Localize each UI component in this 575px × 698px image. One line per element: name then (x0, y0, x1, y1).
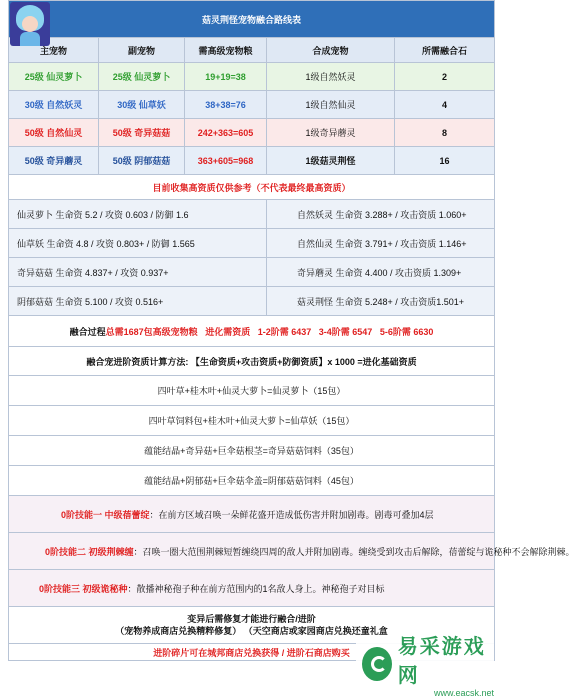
avatar-face (22, 16, 38, 32)
skill (9, 570, 495, 607)
skill-row (9, 570, 495, 607)
result-pet: 1级自然妖灵 (267, 63, 395, 91)
fusion-table (8, 0, 575, 661)
watermark-text (398, 630, 494, 698)
main-pet: 25级 仙灵萝卜 (9, 63, 99, 91)
skill-desc: ：召唤一圈大范围荆棘短暂缠绕四周的敌人并附加剧毒。缠绕受到攻击后解除，蓓蕾绽与诡秘种不会解除荆棘。 (133, 546, 575, 557)
formula: 融合宠进阶资质计算方法: 【生命资质+攻击资质+防御资质】x 1000 =进化基础资质 (9, 347, 495, 376)
page-title: 菇灵荆怪宠物融合路线表 (9, 1, 495, 38)
main-pet: 30级 自然妖灵 (9, 91, 99, 119)
stat-row (9, 200, 495, 229)
recipe: 蕴能结晶+奇异菇+巨伞菇根茎=奇异菇菇饲料（35包） (9, 436, 495, 466)
col-header-result: 合成宠物 (267, 38, 395, 63)
pet-avatar-image (10, 2, 50, 46)
stat-left: 阴郁菇菇 生命资 5.100 / 攻资 0.516+ (9, 287, 267, 316)
header-row (9, 38, 495, 63)
aptitude-note-row (9, 175, 495, 200)
table-row (9, 63, 495, 91)
food: 242+363=605 (185, 119, 267, 147)
fusion-process-s2: 3-4阶需 6547 (318, 326, 373, 337)
skill-row (9, 533, 495, 570)
fusion-process-evolve: 进化需资质 (205, 326, 251, 337)
result-pet: 1级奇异蘑灵 (267, 119, 395, 147)
result-pet: 1级菇灵荆怪 (267, 147, 395, 175)
food: 19+19=38 (185, 63, 267, 91)
food: 363+605=968 (185, 147, 267, 175)
fusion-process (9, 316, 495, 347)
site-logo-icon (362, 647, 392, 681)
col-header-main: 主宠物 (9, 38, 99, 63)
watermark-url: www.eacsk.net (433, 688, 494, 698)
skill-name: 0阶技能三 初级诡秘种 (39, 583, 128, 594)
watermark-site-name: 易采游戏网 (397, 634, 486, 687)
skill-name: 0阶技能一 中级蓓蕾绽 (61, 509, 150, 520)
avatar-body (20, 32, 40, 46)
skill-row (9, 496, 495, 533)
table-row (9, 91, 495, 119)
main-pet: 50级 自然仙灵 (9, 119, 99, 147)
sub-pet: 50级 阴郁菇菇 (99, 147, 185, 175)
fusion-process-label: 融合过程 (69, 326, 106, 337)
recipe: 四叶草+桂木叶+仙灵大萝卜=仙灵萝卜（15包） (9, 376, 495, 406)
stat-left: 奇异菇菇 生命资 4.837+ / 攻资 0.937+ (9, 258, 267, 287)
col-header-food: 需高级宠物粮 (185, 38, 267, 63)
footer-line1: 变异后需修复才能进行融合/进阶 (187, 614, 316, 624)
recipe: 蕴能结晶+阴郁菇+巨伞菇伞盖=阴郁菇菇饲料（45包） (9, 466, 495, 496)
recipe-row (9, 376, 495, 406)
fusion-process-s1: 1-2阶需 6437 (257, 326, 312, 337)
sub-pet: 25级 仙灵萝卜 (99, 63, 185, 91)
skill-desc: ：在前方区域召唤一朵鲜花盛开造成低伤害并附加剧毒。剧毒可叠加4层 (149, 509, 434, 520)
stones: 8 (395, 119, 495, 147)
footer-line3: 进阶碎片可在城邦商店兑换获得 / 进阶石商店购买 (9, 644, 495, 661)
title-row (9, 1, 495, 38)
fusion-process-row (9, 316, 495, 347)
col-header-stones: 所需融合石 (395, 38, 495, 63)
stat-row (9, 258, 495, 287)
stat-row (9, 229, 495, 258)
stat-right: 自然妖灵 生命资 3.288+ / 攻击资质 1.060+ (267, 200, 495, 229)
stat-left: 仙草妖 生命资 4.8 / 攻资 0.803+ / 防御 1.565 (9, 229, 267, 258)
fusion-process-s3: 5-6阶需 6630 (379, 326, 434, 337)
recipe: 四叶草饲料包+桂木叶+仙灵大萝卜=仙草妖（15包） (9, 406, 495, 436)
table-row (9, 119, 495, 147)
recipe-row (9, 406, 495, 436)
sub-pet: 50级 奇异菇菇 (99, 119, 185, 147)
food: 38+38=76 (185, 91, 267, 119)
skill-desc: ：散播神秘孢子种在前方范围内的1名敌人身上。神秘孢子对目标 (127, 583, 385, 594)
stones: 2 (395, 63, 495, 91)
stat-row (9, 287, 495, 316)
stat-right: 菇灵荆怪 生命资 5.248+ / 攻击资质1.501+ (267, 287, 495, 316)
fusion-process-total: 总需1687包高级宠物粮 (105, 326, 198, 337)
sub-pet: 30级 仙草妖 (99, 91, 185, 119)
skill (9, 533, 575, 570)
result-pet: 1级自然仙灵 (267, 91, 395, 119)
formula-row (9, 347, 495, 376)
watermark (356, 634, 494, 698)
stones: 4 (395, 91, 495, 119)
table-row (9, 147, 495, 175)
footer-line2: （宠物养成商店兑换精粹修复） （天空商店或家园商店兑换还童礼盒 (115, 626, 388, 636)
main-pet: 50级 奇异蘑灵 (9, 147, 99, 175)
skill (9, 496, 495, 533)
recipe-row (9, 466, 495, 496)
aptitude-note: 目前收集高资质仅供参考（不代表最终最高资质） (9, 175, 495, 200)
stones: 16 (395, 147, 495, 175)
stat-left: 仙灵萝卜 生命资 5.2 / 攻资 0.603 / 防御 1.6 (9, 200, 267, 229)
stat-right: 奇异蘑灵 生命资 4.400 / 攻击资质 1.309+ (267, 258, 495, 287)
stat-right: 自然仙灵 生命资 3.791+ / 攻击资质 1.146+ (267, 229, 495, 258)
recipe-row (9, 436, 495, 466)
skill-name: 0阶技能二 初级荆棘缠 (45, 546, 134, 557)
col-header-sub: 副宠物 (99, 38, 185, 63)
